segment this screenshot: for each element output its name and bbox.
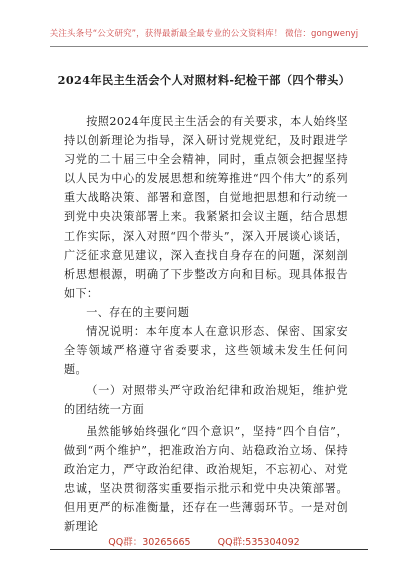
document-body <box>64 112 348 536</box>
status-paragraph: 情况说明：本年度本人在意识形态、保密、国家安全等领域严格遵守省委要求，这些领域未发生任何问题。 <box>64 325 348 377</box>
footer-divider <box>50 549 368 550</box>
intro-paragraph: 按照2024年度民主生活会的有关要求，本人始终坚持以创新理论为指导，深入研讨党规党纪，及时跟进学习党的二十届三中全会精神，同时，重点领会把握坚持以人民为中心的发展思想和统筹推进“四个伟大”的系列重大战略决策、部署和意图，自觉地把思想和行动统一到党中央决策部署上来。我紧紧扣会议主题，结合思想工作实际，深入对照“四个带头”，深入开展谈心谈话，广泛征求意见建议，深入查找自身存在的问题，深刻剖析思想根源，明确了下步整改方向和目标。现具体报告如下： <box>64 115 348 300</box>
subsection-heading: （一）对照带头严守政治纪律和政治规矩，维护党的团结统一方面 <box>64 384 348 417</box>
body-paragraph: 虽然能够始终强化“四个意识”，坚持“四个自信”，做到“两个维护”，把准政治方向、站稳政治立场、保持政治定力，严守政治纪律、政治规矩，不忘初心、对党忠诚，坚决贯彻落实重要指示批示和党中央决策部署。但用更严的标准衡量，还存在一些薄弱环节。一是对创新理论 <box>64 424 348 533</box>
footer-contacts <box>0 534 408 548</box>
document-title: 2024年民主生活会个人对照材料-纪检干部（四个带头） <box>57 73 351 87</box>
promo-header: 关注头条号“公文研究”，获得最新最全最专业的公文资料库！ 微信：gongwenyj <box>49 29 359 39</box>
qq-group-2: QQ群:535304092 <box>217 537 300 548</box>
qq-group-1: QQ群：30265665 <box>108 537 191 548</box>
header-divider <box>50 46 368 47</box>
section-heading: 一、存在的主要问题 <box>86 305 190 319</box>
